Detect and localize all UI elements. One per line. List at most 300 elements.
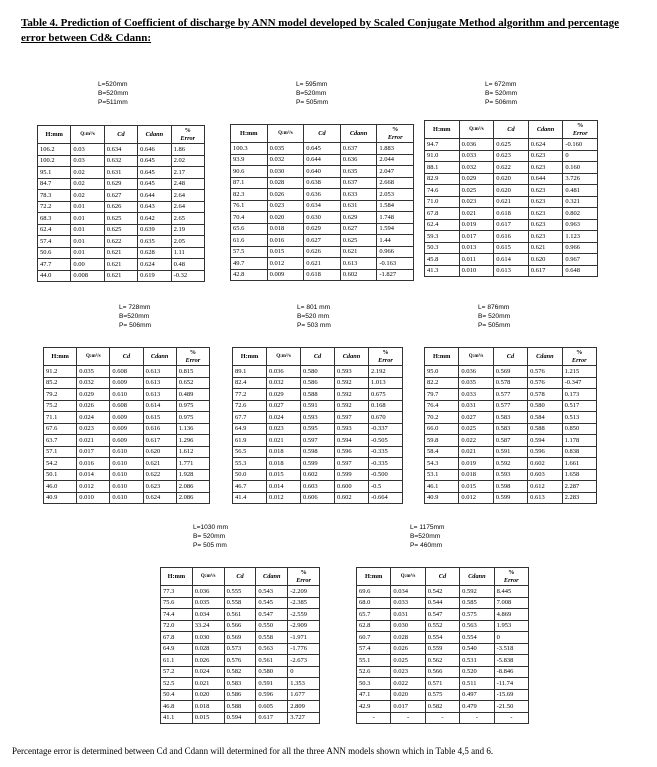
table-cell: 0.036 xyxy=(192,586,224,598)
table-cell: 0.023 xyxy=(391,666,425,678)
table-cell: 50.4 xyxy=(161,689,193,701)
table-cell: 0.028 xyxy=(192,643,224,655)
table-row xyxy=(231,235,414,247)
table-cell: 2.192 xyxy=(369,366,403,378)
table-cell: 0.593 xyxy=(301,412,335,424)
table-cell: 0.613 xyxy=(494,265,529,277)
table-cell: 0.566 xyxy=(425,666,459,678)
header-cdann: Cdann xyxy=(256,568,288,586)
table-cell: 0.621 xyxy=(104,259,137,271)
table-cell: 0.028 xyxy=(267,177,304,189)
table-cell: 2.65 xyxy=(171,213,204,225)
table-cell: 85.2 xyxy=(44,377,77,389)
table-cell: 59.3 xyxy=(425,231,460,243)
table-cell: 0.561 xyxy=(224,609,256,621)
table-row xyxy=(231,189,414,201)
table-cell: 0.01 xyxy=(71,236,104,248)
data-table xyxy=(37,125,205,282)
table-cell: 0.637 xyxy=(340,143,377,155)
header-h: H:mm xyxy=(425,121,460,139)
table-row xyxy=(233,446,403,458)
table-row xyxy=(161,712,320,724)
table-cell: 0.622 xyxy=(494,162,529,174)
table-cell: 2.19 xyxy=(171,224,204,236)
table-row xyxy=(44,481,210,493)
table-cell: 0.023 xyxy=(267,200,304,212)
table-cell: 0.558 xyxy=(256,632,288,644)
table-cell: 0.623 xyxy=(143,481,176,493)
table-row xyxy=(233,400,403,412)
table-cell: 44.0 xyxy=(38,270,71,282)
table-cell: 0.540 xyxy=(460,643,494,655)
table-cell: 0.617 xyxy=(528,265,563,277)
parameter-line: B=520mm xyxy=(410,533,441,540)
table-row xyxy=(425,412,597,424)
table-cell: 0.592 xyxy=(335,400,369,412)
table-cell: 60.7 xyxy=(357,632,391,644)
table-cell: 0.630 xyxy=(304,212,341,224)
table-cell: 91.0 xyxy=(425,150,460,162)
table-cell: 0.632 xyxy=(104,155,137,167)
table-cell: 0.596 xyxy=(335,446,369,458)
table-cell: 52.5 xyxy=(161,678,193,690)
table-cell: -2.385 xyxy=(288,597,320,609)
table-cell: 0.599 xyxy=(335,469,369,481)
table-cell: 0.547 xyxy=(425,609,459,621)
table-cell: 0.612 xyxy=(528,481,562,493)
table-row xyxy=(233,423,403,435)
parameter-line: B= 520mm xyxy=(193,533,226,540)
table-cell: 93.9 xyxy=(231,154,268,166)
table-cell: 0.566 xyxy=(224,620,256,632)
table-row xyxy=(357,712,529,724)
table-row xyxy=(161,620,320,632)
header-q: Q:m³/s xyxy=(391,568,425,586)
table-cell: 0.582 xyxy=(224,666,256,678)
parameter-line: P= 460mm xyxy=(410,542,443,549)
table-cell: 0.610 xyxy=(110,446,143,458)
table-cell: 0.623 xyxy=(528,196,563,208)
header-error-label: Error xyxy=(180,134,196,142)
table-cell: 0.591 xyxy=(256,678,288,690)
table-cell: 0.635 xyxy=(340,166,377,178)
table-cell: - xyxy=(391,712,425,724)
table-row xyxy=(425,423,597,435)
table-row xyxy=(425,446,597,458)
table-cell: 0.633 xyxy=(340,189,377,201)
table-row xyxy=(161,609,320,621)
header-error-percent: % xyxy=(189,349,197,356)
header-cdann: Cdann xyxy=(340,125,377,143)
header-error-percent: % xyxy=(576,349,583,356)
table-cell: 0.033 xyxy=(391,597,425,609)
table-cell: 0.578 xyxy=(528,389,562,401)
table-cell: 72.6 xyxy=(233,400,267,412)
table-cell: 0.575 xyxy=(460,609,494,621)
table-cell: 0.017 xyxy=(77,446,110,458)
table-cell: - xyxy=(425,712,459,724)
table-cell: 0.544 xyxy=(425,597,459,609)
table-cell: 0.013 xyxy=(459,242,494,254)
header-cd: Cd xyxy=(304,125,341,143)
table-cell: 0.036 xyxy=(459,139,494,151)
table-cell: 8.445 xyxy=(494,586,528,598)
header-error xyxy=(494,568,528,586)
table-cell: 0.600 xyxy=(335,481,369,493)
table-cell: 0.652 xyxy=(176,377,209,389)
table-cell: 0.563 xyxy=(256,643,288,655)
table-cell: -15.69 xyxy=(494,689,528,701)
table-cell: 0.580 xyxy=(301,366,335,378)
table-row xyxy=(44,400,210,412)
table-cell: 0.018 xyxy=(192,701,224,713)
table-cell: 0.644 xyxy=(138,190,171,202)
table-cell: 0.617 xyxy=(143,435,176,447)
table-cell: 0.595 xyxy=(301,423,335,435)
table-cell: 0.594 xyxy=(224,712,256,724)
header-error xyxy=(377,125,414,143)
table-cell: 1.215 xyxy=(562,366,596,378)
table-cell: 50.6 xyxy=(38,247,71,259)
table-cell: 0.850 xyxy=(562,423,596,435)
table-cell: 87.1 xyxy=(231,177,268,189)
table-cell: 0.584 xyxy=(528,412,562,424)
table-cell: 0.648 xyxy=(563,265,598,277)
table-cell: 0.643 xyxy=(138,201,171,213)
table-cell: 0.558 xyxy=(224,597,256,609)
table-cell: 0.011 xyxy=(459,254,494,266)
table-row xyxy=(231,223,414,235)
table-row xyxy=(231,166,414,178)
table-parameters xyxy=(478,303,510,330)
table-cell: 0.615 xyxy=(494,242,529,254)
table-cell: 0.587 xyxy=(493,435,527,447)
table-row xyxy=(425,254,598,266)
header-error-label: Error xyxy=(296,576,311,584)
table-cell: 1.11 xyxy=(171,247,204,259)
table-cell: 0.018 xyxy=(459,469,493,481)
table-cell: 0.599 xyxy=(493,492,527,504)
table-cell: 0.597 xyxy=(335,458,369,470)
table-cell: -21.50 xyxy=(494,701,528,713)
table-cell: 50.3 xyxy=(425,242,460,254)
table-cell: 68.0 xyxy=(357,597,391,609)
table-cell: 0.583 xyxy=(493,412,527,424)
table-cell: 2.044 xyxy=(377,154,414,166)
table-row xyxy=(425,196,598,208)
table-cell: 0.967 xyxy=(563,254,598,266)
table-row xyxy=(231,269,414,281)
table-cell: 58.4 xyxy=(425,446,459,458)
table-cell: 0.024 xyxy=(192,666,224,678)
table-cell: 0.036 xyxy=(459,366,493,378)
table-parameters xyxy=(410,523,445,550)
table-cell: -5.838 xyxy=(494,655,528,667)
caption-tail: d& Cdann: xyxy=(97,32,152,44)
table-cell: 72.0 xyxy=(161,620,193,632)
table-cell: 0.021 xyxy=(267,435,301,447)
table-cell: -1.776 xyxy=(288,643,320,655)
table-cell: 0.034 xyxy=(192,609,224,621)
table-row xyxy=(161,643,320,655)
table-cell: 0.594 xyxy=(528,435,562,447)
parameter-line: B=520mm xyxy=(296,90,327,97)
table-cell: - xyxy=(460,712,494,724)
table-cell: 1.771 xyxy=(176,458,209,470)
table-cell: 91.2 xyxy=(44,366,77,378)
table-cell: 0.582 xyxy=(425,701,459,713)
header-error-label: Error xyxy=(185,356,201,364)
table-cell: 0.963 xyxy=(563,219,598,231)
table-cell: -0.505 xyxy=(369,435,403,447)
table-cell: 0.573 xyxy=(224,643,256,655)
table-cell: 0.559 xyxy=(425,643,459,655)
table-cell: 0.015 xyxy=(192,712,224,724)
header-cdann: Cdann xyxy=(143,348,176,366)
table-cell: 57.2 xyxy=(161,666,193,678)
table-cell: 0.017 xyxy=(459,231,494,243)
table-cell: 0.026 xyxy=(267,189,304,201)
table-cell: 0.513 xyxy=(562,412,596,424)
header-cdann: Cdann xyxy=(460,568,494,586)
table-cell: 0.00 xyxy=(71,259,104,271)
table-header-row xyxy=(233,348,403,366)
table-cell: 0.636 xyxy=(304,189,341,201)
table-cell: 0.020 xyxy=(192,689,224,701)
table-cell: 57.5 xyxy=(231,246,268,258)
header-q: Q:m³/s xyxy=(71,126,104,144)
table-cell: 0.623 xyxy=(528,150,563,162)
table-cell: 0.591 xyxy=(301,400,335,412)
table-cell: 0.603 xyxy=(528,469,562,481)
table-cell: 0.626 xyxy=(304,246,341,258)
table-row xyxy=(44,377,210,389)
header-h: H:mm xyxy=(357,568,391,586)
table-row xyxy=(425,139,598,151)
data-table xyxy=(356,567,529,724)
table-row xyxy=(38,270,205,282)
table-cell: 0.622 xyxy=(104,236,137,248)
table-cell: 1.013 xyxy=(369,377,403,389)
table-row xyxy=(425,219,598,231)
table-cell: 0.624 xyxy=(143,492,176,504)
table-row xyxy=(44,389,210,401)
table-cell: - xyxy=(494,712,528,724)
table-row xyxy=(161,678,320,690)
parameter-line: B= 520mm xyxy=(485,90,518,97)
table-cell: 0.027 xyxy=(267,400,301,412)
table-cell: 0.623 xyxy=(528,231,563,243)
table-cell: 0.623 xyxy=(494,150,529,162)
table-cell: 64.9 xyxy=(161,643,193,655)
table-row xyxy=(233,366,403,378)
table-cell: 0.597 xyxy=(301,435,335,447)
table-cell: 0.016 xyxy=(267,235,304,247)
table-cell: 0.625 xyxy=(494,139,529,151)
table-row xyxy=(161,666,320,678)
table-cell: 0.627 xyxy=(340,223,377,235)
parameter-line: B= 520mm xyxy=(478,313,511,320)
table-cell: 0.019 xyxy=(459,219,494,231)
table-cell: 61.1 xyxy=(161,655,193,667)
header-error xyxy=(369,348,403,366)
table-cell: 0.562 xyxy=(425,655,459,667)
table-row xyxy=(44,435,210,447)
table-cell: 0.012 xyxy=(267,258,304,270)
table-cell: 1.123 xyxy=(563,231,598,243)
table-cell: -1.827 xyxy=(377,269,414,281)
parameter-line: L= 595mm xyxy=(296,81,328,88)
table-cell: 2.05 xyxy=(171,236,204,248)
table-cell: 0.621 xyxy=(340,246,377,258)
table-cell: 0.030 xyxy=(192,632,224,644)
table-cell: 0.580 xyxy=(528,400,562,412)
table-row xyxy=(425,366,597,378)
header-cdann: Cdann xyxy=(138,126,171,144)
table-cell: 0.545 xyxy=(256,597,288,609)
table-cell: 77.2 xyxy=(233,389,267,401)
table-cell: 82.9 xyxy=(425,173,460,185)
table-cell: 0.026 xyxy=(192,655,224,667)
table-row xyxy=(357,655,529,667)
table-row xyxy=(161,701,320,713)
table-cell: 0.613 xyxy=(143,377,176,389)
table-cell: 0.577 xyxy=(493,389,527,401)
table-cell: 0.631 xyxy=(340,200,377,212)
table-cell: 0.609 xyxy=(110,412,143,424)
table-cell: 0.026 xyxy=(77,400,110,412)
table-cell: 0.629 xyxy=(340,212,377,224)
table-row xyxy=(425,173,598,185)
table-cell: 0.015 xyxy=(267,246,304,258)
table-cell: 0.173 xyxy=(562,389,596,401)
table-cell: 41.3 xyxy=(425,265,460,277)
table-cell: 0.554 xyxy=(425,632,459,644)
table-cell: 0.588 xyxy=(301,389,335,401)
table-cell: 1.612 xyxy=(176,446,209,458)
header-error-percent: % xyxy=(184,127,191,134)
table-row xyxy=(425,389,597,401)
table-row xyxy=(357,620,529,632)
table-cell: 0.021 xyxy=(77,435,110,447)
table-cell: 0.610 xyxy=(110,389,143,401)
table-cell: 0.613 xyxy=(528,492,562,504)
table-cell: 0.608 xyxy=(110,400,143,412)
table-cell: -0.500 xyxy=(369,469,403,481)
table-parameters xyxy=(297,303,331,330)
parameter-line: P= 506mm xyxy=(119,322,152,329)
table-cell: 0.025 xyxy=(459,423,493,435)
table-row xyxy=(231,154,414,166)
table-parameters xyxy=(485,80,517,107)
table-header-row xyxy=(425,348,597,366)
table-cell: 0.022 xyxy=(459,435,493,447)
parameter-line: L= 672mm xyxy=(485,81,517,88)
table-header-row xyxy=(231,125,414,143)
table-cell: 0.586 xyxy=(224,689,256,701)
table-cell: 0.598 xyxy=(301,446,335,458)
table-cell: 106.2 xyxy=(38,144,71,156)
table-row xyxy=(38,167,205,179)
table-row xyxy=(357,643,529,655)
table-row xyxy=(357,609,529,621)
table-cell: 1.928 xyxy=(176,469,209,481)
table-row xyxy=(425,492,597,504)
table-cell: 0.623 xyxy=(528,185,563,197)
table-cell: 0.01 xyxy=(71,213,104,225)
table-cell: 0.009 xyxy=(267,269,304,281)
table-cell: 61.6 xyxy=(231,235,268,247)
table-row xyxy=(233,389,403,401)
table-cell: 88.1 xyxy=(425,162,460,174)
table-cell: 1.44 xyxy=(377,235,414,247)
table-cell: 3.727 xyxy=(288,712,320,724)
table-cell: 0.621 xyxy=(304,258,341,270)
table-cell: 64.9 xyxy=(233,423,267,435)
table-row xyxy=(231,177,414,189)
table-cell: 0.576 xyxy=(528,377,562,389)
table-row xyxy=(44,366,210,378)
table-cell: 3.726 xyxy=(563,173,598,185)
table-cell: 0.620 xyxy=(494,185,529,197)
table-cell: 0.021 xyxy=(192,678,224,690)
table-cell: 0.554 xyxy=(460,632,494,644)
table-cell: 0.613 xyxy=(340,258,377,270)
table-row xyxy=(38,247,205,259)
table-cell: 0.645 xyxy=(138,155,171,167)
table-header-row xyxy=(161,568,320,586)
table-cell: 50.1 xyxy=(44,469,77,481)
table-row xyxy=(425,265,598,277)
table-cell: 82.4 xyxy=(233,377,267,389)
table-cell: 0.029 xyxy=(77,389,110,401)
header-q: Q:m³/s xyxy=(192,568,224,586)
table-cell: 0.025 xyxy=(391,655,425,667)
table-cell: 0.569 xyxy=(224,632,256,644)
table-cell: 0.583 xyxy=(493,423,527,435)
table-cell: 0.552 xyxy=(425,620,459,632)
table-cell: 74.6 xyxy=(425,185,460,197)
table-cell: 0.644 xyxy=(304,154,341,166)
header-error-percent: % xyxy=(382,349,389,356)
table-cell: 0.033 xyxy=(459,150,494,162)
table-cell: 0.621 xyxy=(104,247,137,259)
table-cell: -3.518 xyxy=(494,643,528,655)
table-cell: -2.559 xyxy=(288,609,320,621)
table-cell: 0.625 xyxy=(104,224,137,236)
table-cell: 0.578 xyxy=(493,377,527,389)
table-cell: 0.640 xyxy=(304,166,341,178)
header-h: H:mm xyxy=(425,348,459,366)
table-cell: 0.618 xyxy=(494,208,529,220)
table-cell: 0.593 xyxy=(335,423,369,435)
parameter-line: P= 505 mm xyxy=(193,542,227,549)
parameter-line: L=520mm xyxy=(98,81,128,88)
table-cell: 0.035 xyxy=(77,366,110,378)
table-cell: 0.596 xyxy=(528,446,562,458)
header-h: H:mm xyxy=(38,126,71,144)
header-q: Q:m³/s xyxy=(459,348,493,366)
table-row xyxy=(425,400,597,412)
table-cell: 57.4 xyxy=(357,643,391,655)
table-cell: 0.021 xyxy=(459,208,494,220)
header-error xyxy=(171,126,204,144)
table-cell: 0.616 xyxy=(494,231,529,243)
table-row xyxy=(357,689,529,701)
table-cell: 0.010 xyxy=(77,492,110,504)
table-cell: - xyxy=(357,712,391,724)
table-cell: 0.613 xyxy=(143,366,176,378)
